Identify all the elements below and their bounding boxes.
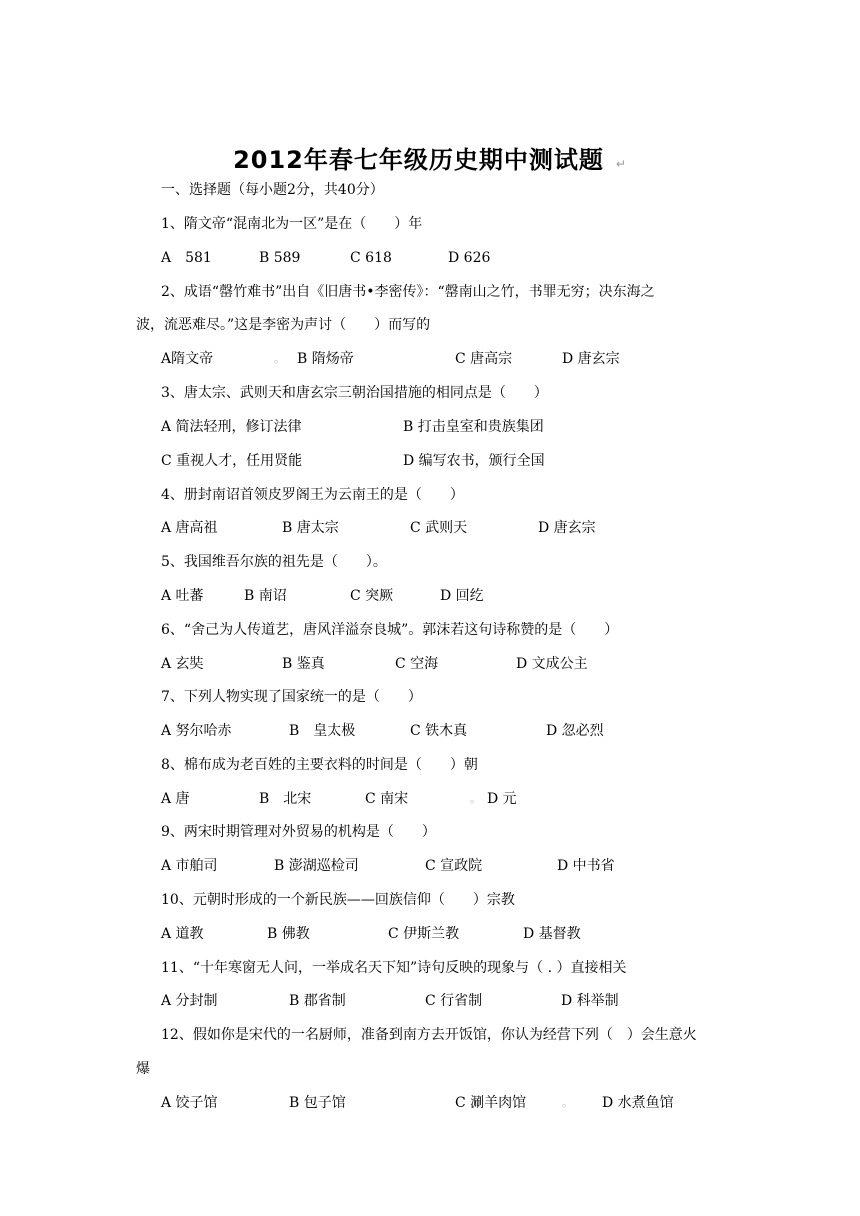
- option-b: B 澎湖巡检司: [274, 858, 359, 874]
- question-5-stem: 5、我国维吾尔族的祖先是（ ）。: [161, 554, 387, 570]
- option-a: A 分封制: [161, 993, 218, 1009]
- option-d: D 中书省: [557, 858, 615, 874]
- question-4-options: [161, 518, 801, 538]
- option-b: B 隋炀帝: [297, 351, 354, 367]
- stray-mark: 。: [274, 352, 285, 365]
- option-c: C 涮羊肉馆: [455, 1095, 527, 1111]
- stray-mark: 。: [470, 792, 481, 805]
- question-12-stem: 12、假如你是宋代的一名厨师，准备到南方去开饭馆，你认为经营下列（ ）会生意火: [161, 1027, 697, 1043]
- option-a: A 饺子馆: [161, 1095, 218, 1111]
- question-6-options: [161, 654, 801, 674]
- question-12-options: [161, 1093, 801, 1113]
- option-a: A 简法轻刑，修订法律: [161, 419, 302, 435]
- option-c: C 唐高宗: [455, 351, 513, 367]
- section-heading: 一、选择题（每小题2分，共40分）: [161, 182, 384, 198]
- option-c: C 南宋: [365, 791, 409, 807]
- question-2-stem-continued: 波，流恶难尽。”这是李密为声讨（ ）而写的: [136, 317, 431, 333]
- question-2-options: [161, 349, 801, 369]
- question-7-options: [161, 721, 801, 741]
- option-d: D 元: [487, 791, 517, 807]
- option-a: A 唐: [161, 791, 190, 807]
- option-a: A 唐高祖: [161, 520, 218, 536]
- option-c: C 空海: [395, 656, 439, 672]
- option-b: B 唐太宗: [282, 520, 339, 536]
- option-b: B 郡省制: [289, 993, 346, 1009]
- question-1-stem: 1、隋文帝“混南北为一区”是在（ ）年: [161, 216, 423, 232]
- option-a: A 581: [161, 250, 212, 266]
- option-d: D 唐玄宗: [538, 520, 596, 536]
- question-5-options: [161, 586, 801, 606]
- option-c: C 618: [350, 250, 392, 266]
- option-d: D 基督教: [523, 926, 581, 942]
- option-a: A隋文帝: [161, 351, 214, 367]
- question-3-options-row1: [161, 417, 801, 437]
- option-a: A 玄奘: [161, 656, 204, 672]
- option-d: D 科举制: [561, 993, 619, 1009]
- option-a: A 市舶司: [161, 858, 218, 874]
- option-b: B 包子馆: [289, 1095, 346, 1111]
- option-d: D 唐玄宗: [562, 351, 620, 367]
- question-10-stem: 10、元朝时形成的一个新民族——回族信仰（ ）宗教: [161, 892, 515, 908]
- paragraph-mark: ↵: [615, 157, 627, 171]
- option-b: B 皇太极: [289, 723, 356, 739]
- question-12-stem-continued: 爆: [136, 1061, 150, 1077]
- option-a: A 道教: [161, 926, 204, 942]
- option-b: B 打击皇室和贵族集团: [403, 419, 544, 435]
- question-9-options: [161, 856, 801, 876]
- question-8-options: [161, 789, 801, 809]
- option-b: B 佛教: [267, 926, 310, 942]
- question-11-stem: 11、“十年寒窗无人问，一举成名天下知”诗句反映的现象与（ . ）直接相关: [161, 960, 627, 976]
- option-b: B 北宋: [259, 791, 312, 807]
- question-4-stem: 4、册封南诏首领皮罗阁王为云南王的是（ ）: [161, 487, 464, 503]
- option-d: D 文成公主: [516, 656, 588, 672]
- option-d: D 回纥: [440, 588, 484, 604]
- question-9-stem: 9、两宋时期管理对外贸易的机构是（ ）: [161, 824, 436, 840]
- option-a: A 努尔哈赤: [161, 723, 232, 739]
- stray-mark: 。: [562, 1096, 573, 1109]
- question-3-options-row2: [161, 451, 801, 471]
- question-2-stem: 2、成语“罄竹难书”出自《旧唐书•李密传》：“罄南山之竹，书罪无穷；决东海之: [161, 284, 655, 300]
- question-8-stem: 8、棉布成为老百姓的主要衣料的时间是（ ）朝: [161, 757, 478, 773]
- option-c: C 重视人才，任用贤能: [161, 453, 303, 469]
- option-c: C 伊斯兰教: [388, 926, 460, 942]
- option-d: D 水煮鱼馆: [602, 1095, 674, 1111]
- option-d: D 编写农书，颁行全国: [403, 453, 545, 469]
- option-c: C 宣政院: [425, 858, 483, 874]
- option-c: C 武则天: [410, 520, 468, 536]
- option-a: A 吐蕃: [161, 588, 204, 604]
- option-c: C 行省制: [425, 993, 483, 1009]
- option-b: B 鉴真: [282, 656, 325, 672]
- option-d: D 忽必烈: [546, 723, 604, 739]
- option-b: B 589: [259, 250, 301, 266]
- option-d: D 626: [448, 250, 491, 266]
- question-11-options: [161, 991, 801, 1011]
- question-1-options: [161, 248, 801, 268]
- page-title: 2012年春七年级历史期中测试题 ↵: [233, 146, 627, 174]
- option-c: C 突厥: [350, 588, 394, 604]
- question-10-options: [161, 924, 801, 944]
- option-c: C 铁木真: [410, 723, 468, 739]
- option-b: B 南诏: [244, 588, 287, 604]
- question-7-stem: 7、下列人物实现了国家统一的是（ ）: [161, 689, 422, 705]
- question-3-stem: 3、唐太宗、武则天和唐玄宗三朝治国措施的相同点是（ ）: [161, 385, 548, 401]
- question-6-stem: 6、“舍己为人传道艺，唐风洋溢奈良城”。郭沫若这句诗称赞的是（ ）: [161, 622, 619, 638]
